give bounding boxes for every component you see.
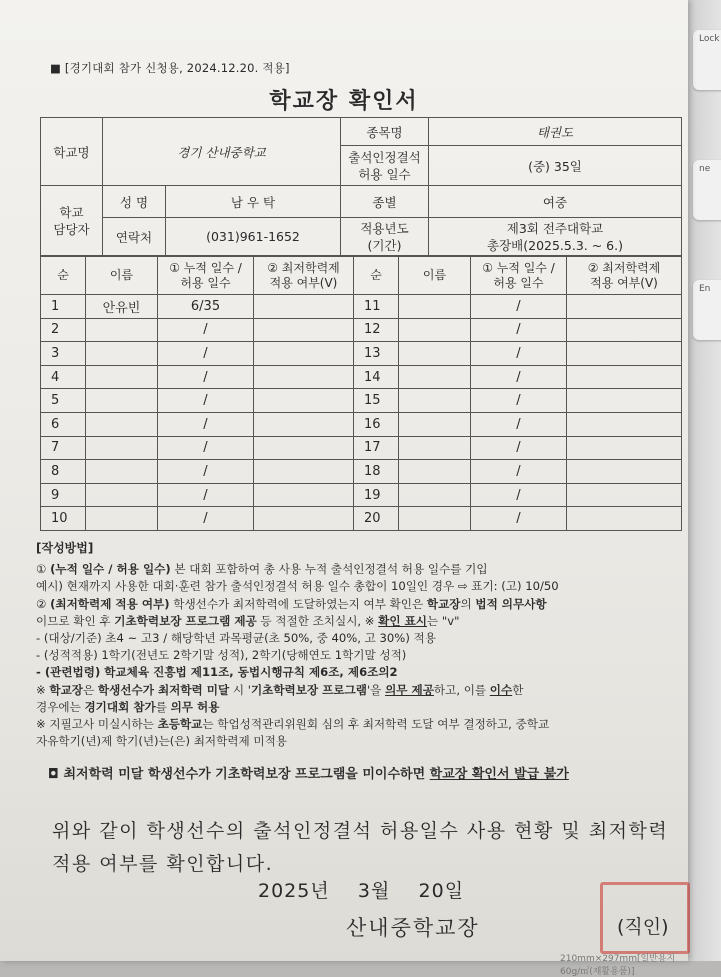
header-min-level: ② 최저학력제 적용 여부(V): [254, 257, 354, 295]
cell-days: /: [471, 342, 567, 366]
cell-no: 15: [354, 389, 399, 413]
cell-min: [254, 295, 354, 319]
instruction-text: 학생선수가 최저학력 미달: [97, 682, 230, 697]
cell-no: 8: [41, 460, 86, 484]
cell-min: [254, 342, 354, 366]
cell-no: 20: [354, 507, 399, 531]
cell-name: [399, 507, 471, 531]
cell-name: [399, 365, 471, 389]
school-name-value: 경기 산내중학교: [103, 118, 341, 186]
warning-text-emphasis: 학교장 확인서 발급 불가: [429, 767, 569, 782]
instruction-text: 는 "v": [427, 613, 460, 628]
writing-instructions: [36, 540, 676, 750]
cell-min: [254, 412, 354, 436]
instruction-line: [36, 561, 676, 578]
table-row: [41, 412, 682, 436]
date-day: 20일: [418, 880, 465, 902]
allowed-days-label: 출석인정결석 허용 일수: [341, 146, 429, 186]
instruction-line: [36, 716, 676, 733]
instruction-text: 학교장: [49, 682, 84, 697]
instruction-text: ②: [36, 596, 51, 611]
instruction-text: 초등학교: [157, 717, 203, 732]
cell-days: /: [158, 436, 254, 460]
cell-min: [254, 436, 354, 460]
instruction-text: 은: [83, 682, 98, 697]
header-days: ① 누적 일수 / 허용 일수: [158, 257, 254, 295]
cell-days: /: [471, 412, 567, 436]
cell-name: [86, 389, 158, 413]
cell-no: 18: [354, 460, 399, 484]
header-note: ■ [경기대회 참가 신청용, 2024.12.20. 적용]: [50, 61, 290, 75]
table-row: [41, 342, 682, 366]
instruction-text: 하고, 이를: [433, 682, 490, 697]
cell-name: [86, 460, 158, 484]
event-label: 종목명: [341, 118, 429, 146]
instruction-line: - (대상/기준) 초4 ~ 고3 / 해당학년 과목평균(초 50%, 중 40%, 고 30%) 적용: [36, 631, 436, 646]
header-min-level: ② 최저학력제 적용 여부(V): [567, 257, 682, 295]
cell-min: [567, 318, 682, 342]
instruction-text: 경우에는: [36, 699, 85, 714]
cell-min: [567, 412, 682, 436]
cell-no: 16: [354, 412, 399, 436]
instruction-text: 기초학력보장 프로그램: [250, 682, 367, 697]
cell-min: [254, 318, 354, 342]
cell-no: 11: [354, 295, 399, 319]
signer-title: 산내중학교장: [346, 916, 480, 940]
cell-days: /: [471, 389, 567, 413]
cell-min: [567, 507, 682, 531]
keyboard-key: [693, 280, 721, 340]
manager-name-label: 성 명: [103, 186, 166, 218]
instruction-text: 학생선수가 최저학력에 도달하였는지 여부 확인은: [169, 596, 427, 611]
instruction-text: 한: [512, 682, 524, 697]
contact-value: (031)961-1652: [166, 218, 341, 256]
cell-days: /: [158, 365, 254, 389]
header-name: 이름: [86, 257, 158, 295]
instruction-text: 이수: [489, 682, 513, 697]
allowed-days-value: (중) 35일: [429, 146, 682, 186]
cell-min: [567, 365, 682, 389]
table-row: [41, 483, 682, 507]
cell-days: /: [158, 412, 254, 436]
cell-no: 3: [41, 342, 86, 366]
instruction-text: 기초학력보장 프로그램 제공: [114, 613, 257, 628]
instruction-text: '을: [367, 682, 386, 697]
instruction-text: 의: [460, 596, 476, 611]
keyboard-key-label: En: [699, 284, 711, 294]
keyboard-key-label: ne: [699, 164, 711, 174]
category-label: 종별: [341, 186, 429, 218]
cell-name: [399, 483, 471, 507]
cell-days: /: [158, 507, 254, 531]
cell-min: [567, 295, 682, 319]
table-row: [41, 507, 682, 531]
instruction-line: [36, 699, 676, 716]
cell-no: 10: [41, 507, 86, 531]
instruction-text: (누적 일수 / 허용 일수): [50, 562, 171, 577]
cell-min: [254, 483, 354, 507]
cell-name: [399, 342, 471, 366]
keyboard-key: [693, 160, 721, 220]
cell-days: 6/35: [158, 295, 254, 319]
cell-min: [254, 389, 354, 413]
cell-days: /: [471, 365, 567, 389]
manager-label: 학교 담당자: [41, 186, 103, 256]
cell-min: [567, 460, 682, 484]
instruction-text: ①: [36, 562, 51, 577]
cell-days: /: [158, 483, 254, 507]
instruction-text: 의무 허용: [170, 699, 220, 714]
cell-days: /: [158, 389, 254, 413]
cell-name: [399, 389, 471, 413]
instruction-text: ※ 지필고사 미실시하는: [36, 717, 158, 732]
instruction-text: 이므로 확인 후: [36, 613, 115, 628]
table-row: [41, 460, 682, 484]
cell-name: [86, 507, 158, 531]
cell-min: [254, 365, 354, 389]
instruction-line: [36, 682, 676, 699]
cell-min: [567, 483, 682, 507]
instruction-text: 를: [155, 699, 171, 714]
table-row: [41, 318, 682, 342]
instruction-text: 는 학업성적관리위원회 심의 후 최저학력 도달 여부 결정하고, 중학교: [202, 717, 550, 732]
instruction-text: 법적 의무사항: [475, 596, 547, 611]
cell-min: [567, 389, 682, 413]
warning-text: ◘ 최저학력 미달 학생선수가 기초학력보장 프로그램을 미이수하면: [48, 767, 430, 782]
cell-name: 안유빈: [86, 295, 158, 319]
cell-no: 13: [354, 342, 399, 366]
cell-name: [86, 436, 158, 460]
header-name: 이름: [399, 257, 471, 295]
keyboard-edge: [686, 0, 721, 961]
cell-name: [399, 460, 471, 484]
cell-no: 4: [41, 365, 86, 389]
cell-no: 2: [41, 318, 86, 342]
instruction-text: 학교장: [426, 596, 461, 611]
paper-spec-note: 210mm×297mm[일반용지 60g/㎡(재활용품)]: [560, 954, 676, 977]
instructions-heading: [작성방법]: [36, 541, 94, 555]
instruction-line: [36, 613, 676, 630]
contact-label: 연락처: [103, 218, 166, 256]
confirmation-statement: 위와 같이 학생선수의 출석인정결석 허용일수 사용 현황 및 최저학력 적용 여부를 확인합니다.: [52, 820, 669, 875]
cell-name: [86, 365, 158, 389]
document-title: 학교장 확인서: [269, 89, 419, 114]
year-value: 제3회 전주대학교 총장배(2025.5.3. ~ 6.): [429, 218, 682, 256]
keyboard-key-label: Lock: [699, 34, 720, 44]
roster-table: [40, 256, 682, 531]
event-value: 태권도: [429, 118, 682, 146]
cell-no: 1: [41, 295, 86, 319]
cell-no: 12: [354, 318, 399, 342]
table-row: [41, 295, 682, 319]
instruction-text: ※: [36, 682, 50, 697]
school-name-label: 학교명: [41, 118, 103, 186]
year-label: 적용년도 (기간): [341, 218, 429, 256]
school-info-table: [40, 117, 682, 256]
cell-days: /: [158, 342, 254, 366]
table-row: [41, 389, 682, 413]
header-no: 순: [354, 257, 399, 295]
cell-no: 9: [41, 483, 86, 507]
cell-name: [86, 483, 158, 507]
date-month: 3월: [357, 880, 391, 902]
cell-no: 5: [41, 389, 86, 413]
cell-name: [86, 342, 158, 366]
cell-name: [399, 295, 471, 319]
cell-days: /: [158, 460, 254, 484]
keyboard-key-lock: [693, 30, 721, 90]
cell-days: /: [471, 507, 567, 531]
instruction-line: - (관련법령) 학교체육 진흥법 제11조, 동법시행규칙 제6조, 제6조의2: [36, 665, 398, 680]
instruction-text: (최저학력제 적용 여부): [50, 596, 170, 611]
header-no: 순: [41, 257, 86, 295]
cell-no: 17: [354, 436, 399, 460]
instruction-line: [36, 596, 676, 613]
cell-min: [567, 342, 682, 366]
date-year: 2025년: [258, 880, 330, 902]
instruction-text: 의무 제공: [385, 682, 434, 697]
cell-days: /: [471, 295, 567, 319]
table-row: [41, 365, 682, 389]
instruction-line: 자유학기(년)제 학기(년)는(은) 최저학력제 미적용: [36, 734, 287, 749]
instruction-text: 등 적절한 조치실시, ※: [256, 613, 379, 628]
cell-name: [399, 436, 471, 460]
category-value: 여중: [429, 186, 682, 218]
cell-no: 7: [41, 436, 86, 460]
warning-notice: [48, 763, 569, 782]
instruction-text: 본 대회 포함하여 총 사용 누적 출석인정결석 허용 일수를 기입: [170, 562, 488, 577]
cell-name: [399, 318, 471, 342]
manager-name-value: 남 우 탁: [166, 186, 341, 218]
cell-no: 14: [354, 365, 399, 389]
header-days: ① 누적 일수 / 허용 일수: [471, 257, 567, 295]
cell-name: [399, 412, 471, 436]
instruction-text: 시 ': [229, 682, 251, 697]
cell-min: [254, 507, 354, 531]
cell-min: [254, 460, 354, 484]
seal-label: (직인): [617, 916, 669, 938]
issue-date: [258, 876, 464, 903]
cell-name: [86, 318, 158, 342]
table-row: [41, 436, 682, 460]
cell-days: /: [471, 460, 567, 484]
cell-no: 6: [41, 412, 86, 436]
cell-days: /: [158, 318, 254, 342]
cell-min: [567, 436, 682, 460]
instruction-text: 경기대회 참가: [84, 699, 156, 714]
cell-name: [86, 412, 158, 436]
instruction-line: 예시) 현재까지 사용한 대회·훈련 참가 출석인정결석 허용 일수 총합이 10일인 경우 ⇨ 표기: (고) 10/50: [36, 579, 559, 594]
instruction-line: - (성적적용) 1학기(전년도 2학기말 성적), 2학기(당해연도 1학기말 성적): [36, 648, 407, 663]
roster-header-row: [41, 257, 682, 295]
cell-days: /: [471, 483, 567, 507]
cell-no: 19: [354, 483, 399, 507]
instruction-text: 확인 표시: [378, 613, 428, 628]
cell-days: /: [471, 318, 567, 342]
cell-days: /: [471, 436, 567, 460]
